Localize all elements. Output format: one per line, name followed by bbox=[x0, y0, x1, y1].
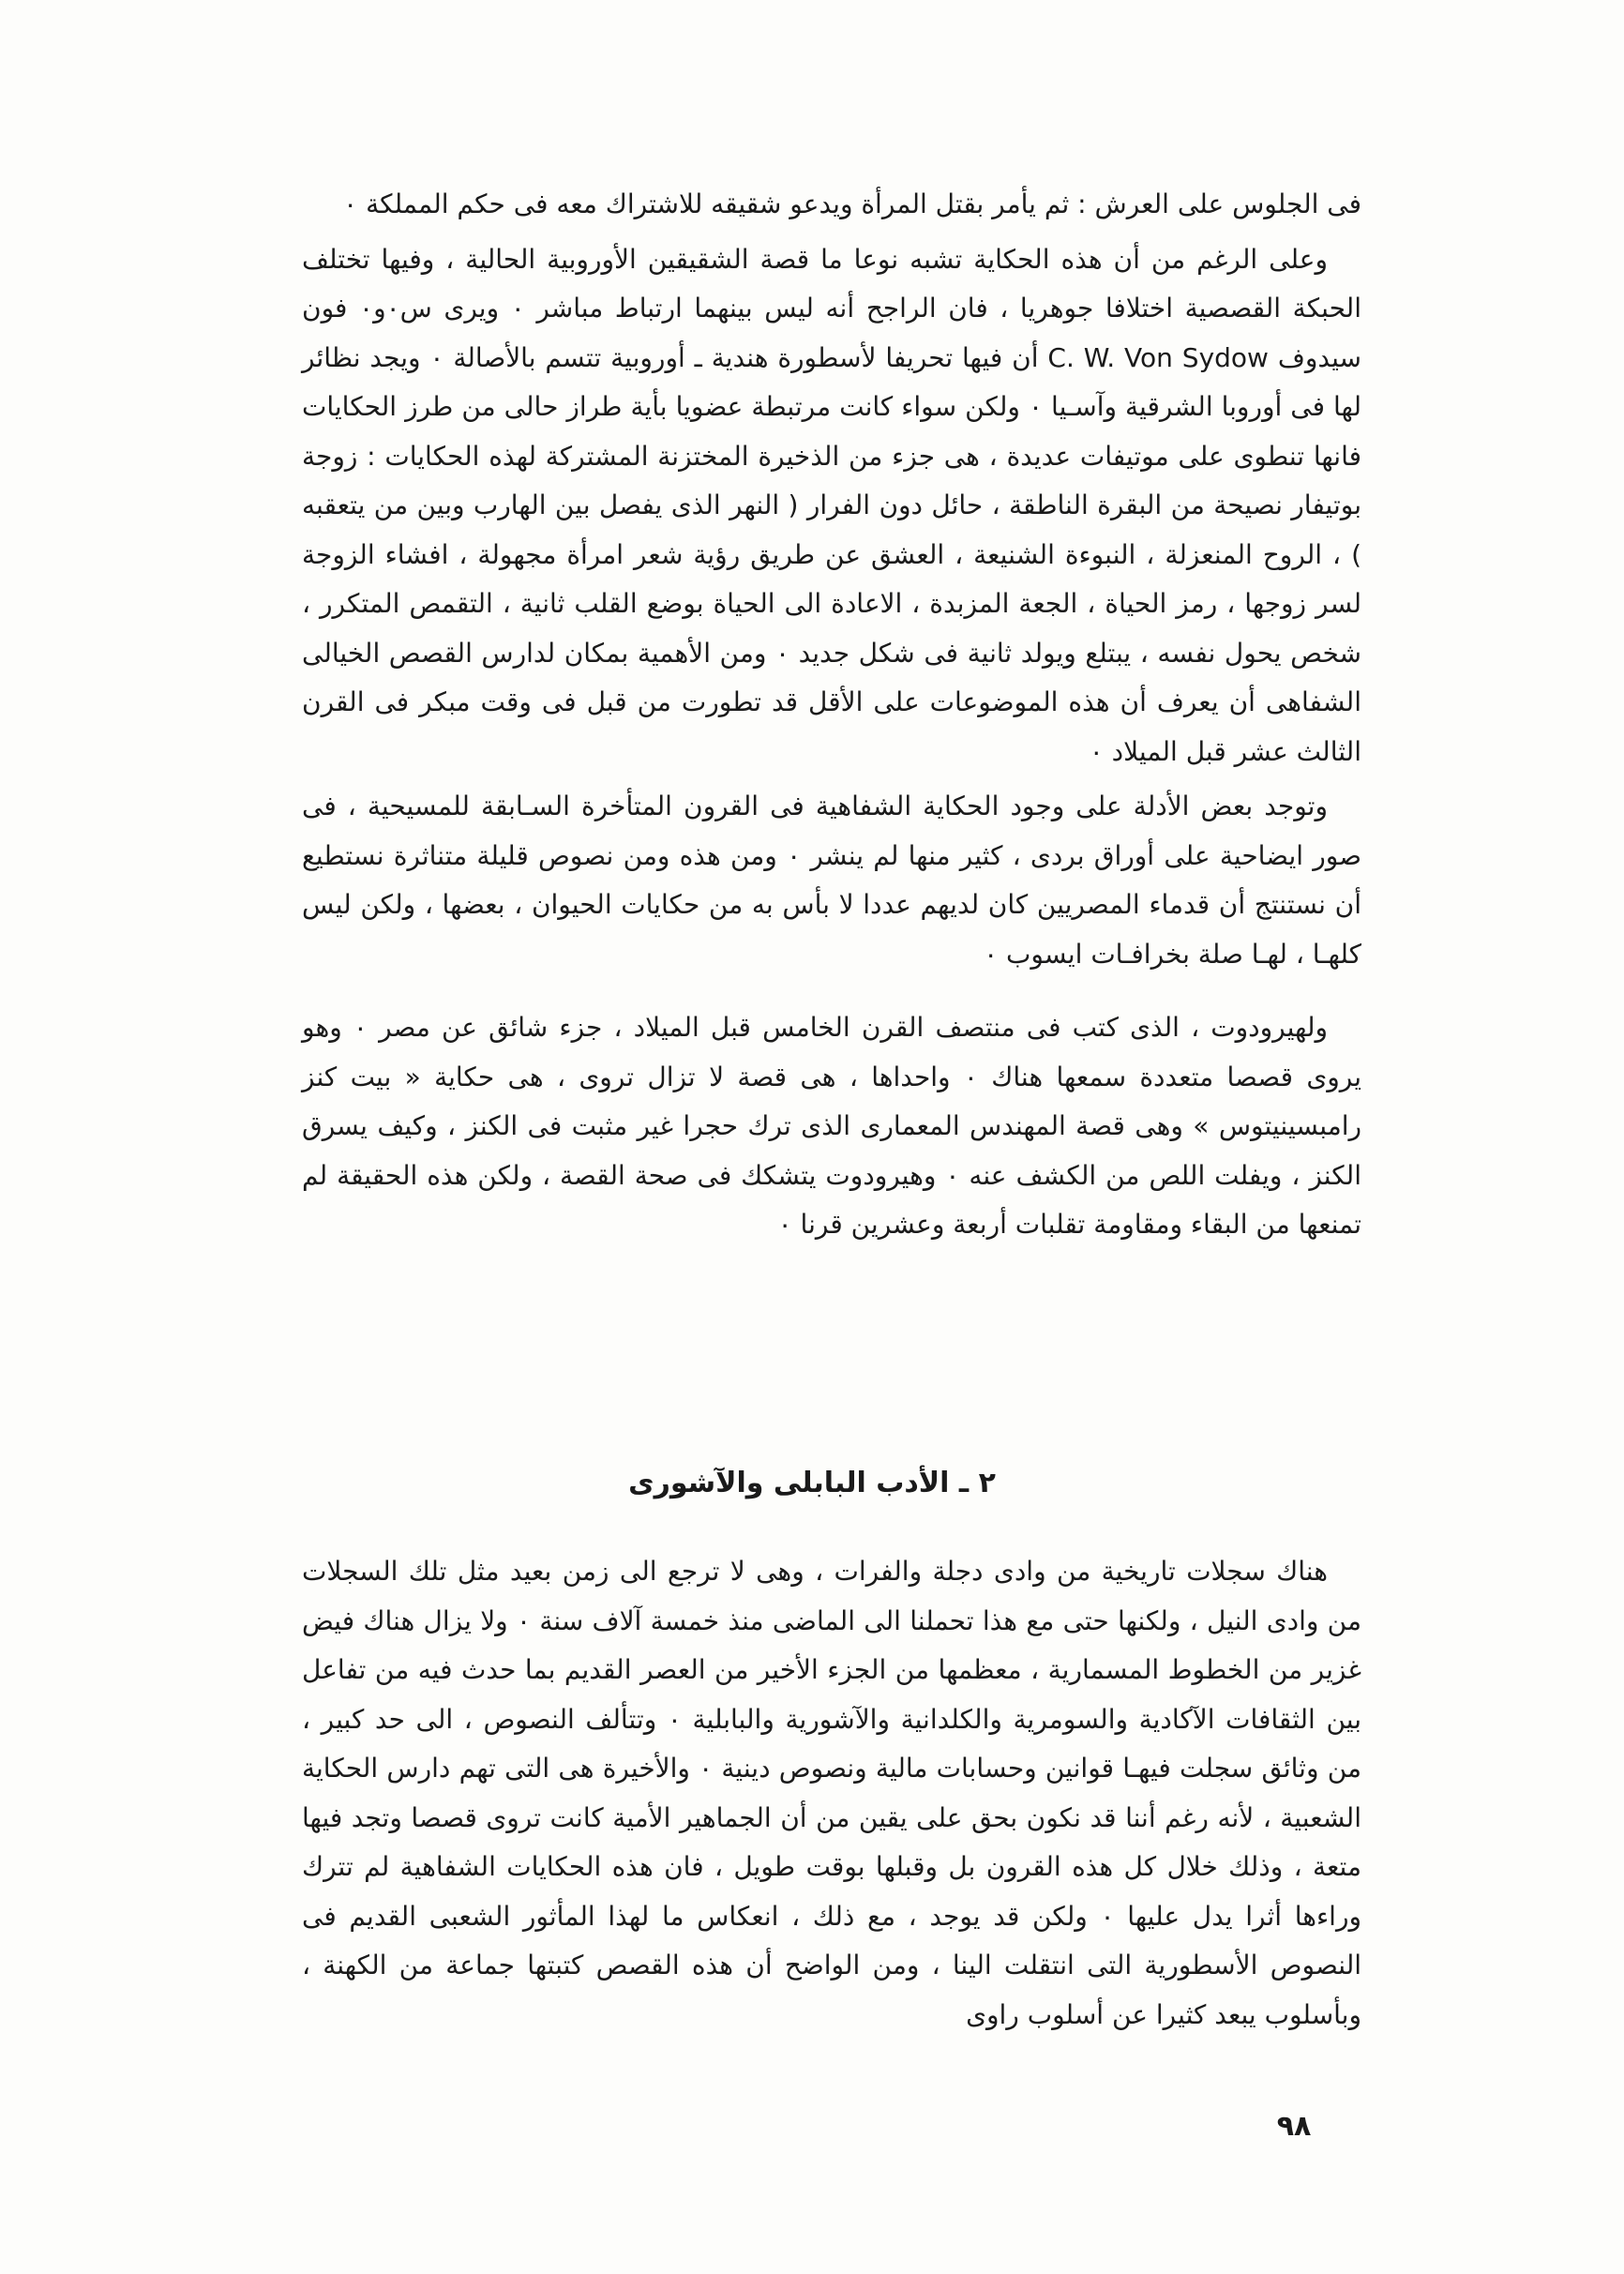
paragraph: ولهيرودوت ، الذى كتب فى منتصف القرن الخامس قبل الميلاد ، جزء شائق عن مصر ٠ وهو يروى قصصا متعددة سمعها هناك ٠ واحداها ، هى قصة لا تزال تروى ، هى حكاية « بيت كنز رامبسينيتوس » وهى قصة المهندس المعمارى الذى ترك حجرا غير مثبت فى الكنز ، وكيف يسرق الكنز ، ويفلت اللص من الكشف عنه ٠ وهيرودوت يتشكك فى صحة القصة ، ولكن هذه الحقيقة لم تمنعها من البقاء ومقاومة تقلبات أربعة وعشرين قرنا ٠ bbox=[302, 1012, 1361, 1240]
section-two-text bbox=[302, 1547, 1361, 2040]
paragraph: وتوجد بعض الأدلة على وجود الحكاية الشفاهية فى القرون المتأخرة السـابقة للمسيحية ، فى صور ايضاحية على أوراق بردى ، كثير منها لم ينشر ٠ ومن هذه ومن نصوص قليلة متناثرة نستطيع أن نستنتج أن قدماء المصريين كان لديهم عددا لا بأس به من حكايات الحيوان ، بعضها ، ولكن ليس كلهـا ، لهـا صلة بخرافـات ايسوب ٠ bbox=[302, 791, 1362, 970]
paragraph: وعلى الرغم من أن هذه الحكاية تشبه نوعا ما قصة الشقيقين الأوروبية الحالية ، وفيها تختلف الحبكة القصصية اختلافا جوهريا ، فان الراجح أنه ليس بينهما ارتباط مباشر ٠ ويرى س٠و٠ فون سيدوف C. W. Von Sydow أن فيها تحريفا لأسطورة هندية ـ أوروبية تتسم بالأصالة ٠ ويجد نظائر لها فى أوروبا الشرقية وآسـيا ٠ ولكن سواء كانت مرتبطة عضويا بأية طراز حالى من طرز الحكايات فانها تنطوى على موتيفات عديدة ، هى جزء من الذخيرة المختزنة المشتركة لهذه الحكايات : زوجة بوتيفار نصيحة من البقرة الناطقة ، حائل دون الفرار ( النهر الذى يفصل بين الهارب وبين من يتعقبه ) ، الروح المنعزلة ، النبوءة الشنيعة ، العشق عن طريق رؤية شعر امرأة مجهولة ، افشاء الزوجة لسر زوجها ، رمز الحياة ، الجعة المزبدة ، الاعادة الى الحياة بوضع القلب ثانية ، التقمص المتكرر ، شخص يحول نفسه ، يبتلع ويولد ثانية فى شكل جديد ٠ ومن الأهمية بمكان لدارس القصص الخيالى الشفاهى أن يعرف أن هذه الموضوعات على الأقل قد تطورت من قبل فى وقت مبكر فى القرن الثالث عشر قبل الميلاد ٠ bbox=[302, 243, 1362, 767]
paragraph-continuation: فى الجلوس على العرش : ثم يأمر بقتل المرأة ويدعو شقيقه للاشتراك معه فى حكم المملكة ٠ bbox=[343, 188, 1361, 219]
paragraph: هناك سجلات تاريخية من وادى دجلة والفرات ، وهى لا ترجع الى زمن بعيد مثل تلك السجلات من وادى النيل ، ولكنها حتى مع هذا تحملنا الى الماضى منذ خمسة آلاف سنة ٠ ولا يزال هناك فيض غزير من الخطوط المسمارية ، معظمها من الجزء الأخير من العصر القديم بما حدث فيه من تفاعل بين الثقافات الآكادية والسومرية والكلدانية والآشورية والبابلية ٠ وتتألف النصوص ، الى حد كبير ، من وثائق سجلت فيهـا قوانين وحسابات مالية ونصوص دينية ٠ والأخيرة هى التى تهم دارس الحكاية الشعبية ، لأنه رغم أننا قد نكون بحق على يقين من أن الجماهير الأمية كانت تروى قصصا وتجد فيها متعة ، وذلك خلال كل هذه القرون بل وقبلها بوقت طويل ، فان هذه الحكايات الشفاهية لم تترك وراءها أثرا يدل عليها ٠ ولكن قد يوجد ، مع ذلك ، انعكاس ما لهذا المأثور الشعبى القديم فى النصوص الأسطورية التى انتقلت الينا ، ومن الواضح أن هذه القصص كتبتها جماعة من الكهنة ، وبأسلوب يبعد كثيرا عن أسلوب راوى bbox=[302, 1556, 1362, 2030]
section-one-text bbox=[302, 180, 1361, 1250]
section-heading: ٢ ـ الأدب البابلى والآشورى bbox=[628, 1467, 996, 1499]
page-number: ٩٨ bbox=[1276, 2110, 1312, 2143]
